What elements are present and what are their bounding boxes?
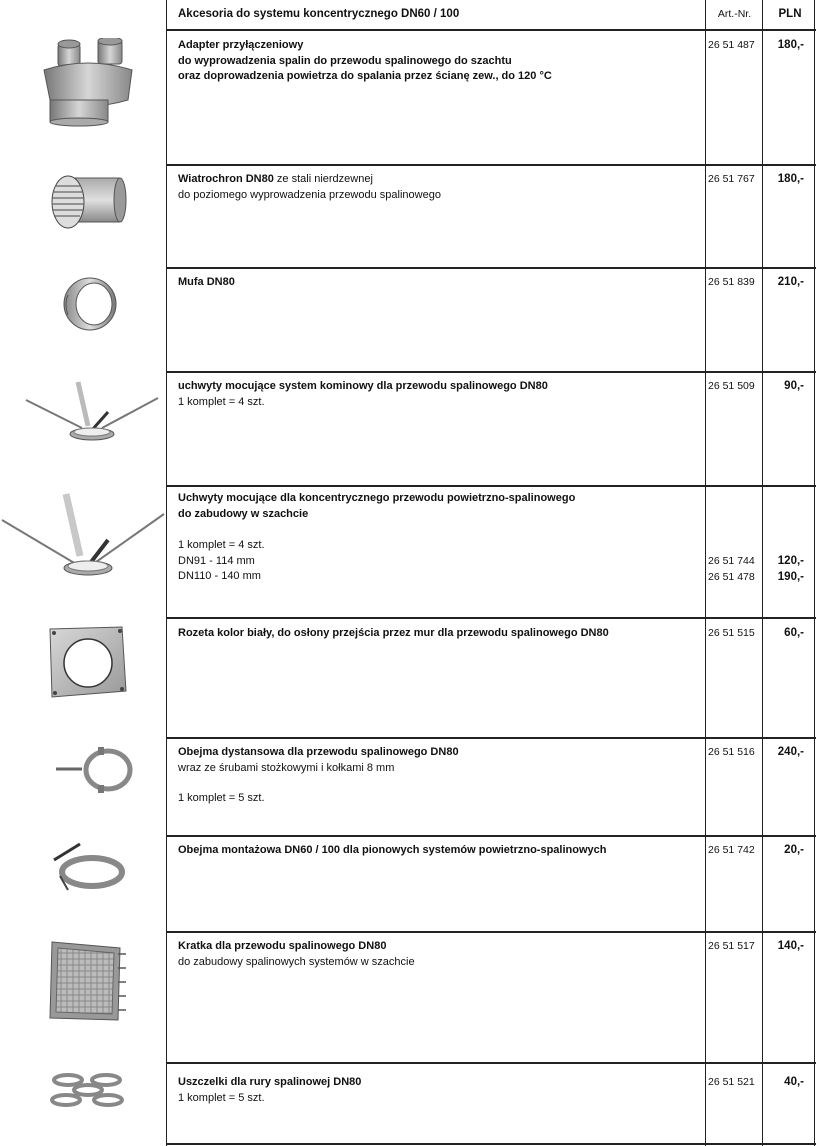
row-divider — [166, 485, 816, 487]
row-divider — [166, 267, 816, 269]
product-description — [178, 275, 698, 291]
variant-label: DN110 - 140 mm — [178, 570, 261, 582]
row-divider — [166, 617, 816, 619]
product-description — [178, 38, 698, 85]
product-title: Mufa DN80 — [178, 276, 235, 288]
variant-label: DN91 - 114 mm — [178, 554, 255, 567]
price: 120,- — [777, 555, 804, 567]
article-number: 26 51 478 — [708, 570, 755, 583]
price: 210,- — [777, 276, 804, 288]
article-number: 26 51 839 — [708, 276, 755, 288]
product-subtitle: do poziomego wyprowadzenia przewodu spalinowego — [178, 188, 441, 201]
product-title: Rozeta kolor biały, do osłony przejścia przez mur dla przewodu spalinowego DN80 — [178, 627, 609, 639]
row-divider — [166, 164, 816, 166]
price: 190,- — [777, 570, 804, 583]
row-divider — [166, 1143, 816, 1145]
table-border-left — [166, 0, 167, 1146]
product-description — [178, 1075, 698, 1106]
product-title: Obejma dystansowa dla przewodu spalinowego DN80 — [178, 746, 459, 758]
product-title-line: do wyprowadzenia spalin do przewodu spalinowego do szachtu — [178, 54, 512, 67]
product-title-line: oraz doprowadzenia powietrza do spalania przez ścianę zew., do 120 °C — [178, 70, 552, 82]
column-divider-art — [705, 0, 706, 1146]
article-number: 26 51 767 — [708, 173, 755, 185]
price: 180,- — [777, 39, 804, 51]
price: 180,- — [777, 173, 804, 185]
product-description — [178, 379, 698, 410]
article-number: 26 51 509 — [708, 380, 755, 392]
product-subtitle: 1 komplet = 4 szt. — [178, 395, 265, 408]
price-list — [764, 554, 804, 585]
article-number-list — [708, 554, 763, 585]
price: 90,- — [784, 380, 804, 392]
catalog-title: Akcesoria do systemu koncentrycznego DN60 / 100 — [178, 8, 460, 20]
product-details — [178, 538, 698, 585]
product-title-line: do zabudowy w szachcie — [178, 507, 309, 520]
article-number: 26 51 515 — [708, 627, 755, 639]
product-description — [178, 491, 698, 522]
set-quantity: 1 komplet = 5 szt. — [178, 792, 265, 804]
price: 40,- — [784, 1076, 804, 1088]
article-number: 26 51 487 — [708, 39, 755, 51]
table-border-right — [814, 0, 815, 1146]
product-title-line: Adapter przyłączeniowy — [178, 39, 304, 51]
product-title: Uszczelki dla rury spalinowej DN80 — [178, 1076, 362, 1088]
product-description — [178, 939, 698, 970]
article-number: 26 51 521 — [708, 1076, 755, 1088]
row-divider — [166, 371, 816, 373]
article-number: 26 51 517 — [708, 940, 755, 952]
price: 60,- — [784, 627, 804, 639]
product-title: Obejma montażowa DN60 / 100 dla pionowych systemów powietrzno-spalinowych — [178, 844, 607, 856]
row-divider — [166, 737, 816, 739]
product-title: Wiatrochron DN80 — [178, 173, 274, 185]
product-title: uchwyty mocujące system kominowy dla przewodu spalinowego DN80 — [178, 380, 548, 392]
product-description — [178, 843, 698, 859]
row-divider — [166, 1062, 816, 1064]
product-title-line: Uchwyty mocujące dla koncentrycznego przewodu powietrzno-spalinowego — [178, 492, 576, 504]
product-subtitle: do zabudowy spalinowych systemów w szachcie — [178, 955, 415, 968]
product-subtitle: wraz ze śrubami stożkowymi i kołkami 8 mm — [178, 761, 395, 774]
art-column-header: Art.-Nr. — [717, 8, 752, 20]
product-description — [178, 745, 698, 807]
price: 20,- — [784, 844, 804, 856]
price: 140,- — [777, 940, 804, 952]
article-number: 26 51 742 — [708, 844, 755, 856]
product-title-suffix: ze stali nierdzewnej — [273, 173, 373, 185]
table-header — [166, 0, 816, 30]
product-description — [178, 626, 698, 642]
set-quantity: 1 komplet = 4 szt. — [178, 539, 265, 551]
article-number: 26 51 516 — [708, 746, 755, 758]
product-title: Kratka dla przewodu spalinowego DN80 — [178, 940, 387, 952]
product-description — [178, 172, 698, 203]
price-column-header: PLN — [778, 8, 802, 20]
row-divider — [166, 931, 816, 933]
article-number: 26 51 744 — [708, 555, 755, 567]
price: 240,- — [777, 746, 804, 758]
product-subtitle: 1 komplet = 5 szt. — [178, 1091, 265, 1104]
row-divider — [166, 835, 816, 837]
